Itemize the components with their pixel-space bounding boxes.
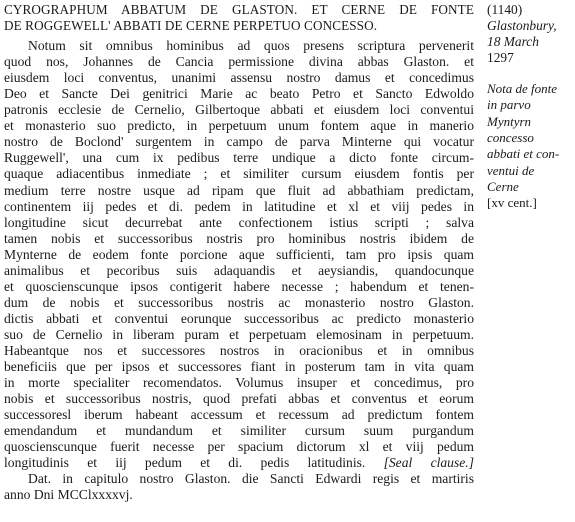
text-line: Mynterne de eodem fonte porcione aque sufficienti, tam pro ipsis quam [4,246,474,262]
document-heading [4,2,474,34]
charter-text [4,38,474,503]
margin-note-line: Nota de fonte [487,81,558,97]
text-line: quoscienscunque fuerit necesse per spacium dictorum xl et viij pedum [4,439,474,455]
text-line: nobis et successoribus nostris, quod prefati abbas et conventus et eorum [4,391,474,407]
main-column [4,2,474,503]
text-line: quaque adiacentibus inmediate ; et similiter cursum eiusdem fontis per [4,166,474,182]
text-line: patronis ecclesie de Cernelio, Gilbertoque abbati et eiusdem loci conventui [4,102,474,118]
text-line: eiusdem loci conventus, unanimi assensu nostro damus et concedimus [4,70,474,86]
text-line: successoresl iberum habeant accessum et recessum ad predictum fontem [4,407,474,423]
margin-date-line: (1140) [487,2,523,17]
text-line: Ruggewell', una cum ix pedibus terre undique a dicto fonte circum- [4,150,474,166]
margin-date-line: 1297 [487,50,514,66]
text-line: quod nos, Johannes de Cancia permissione divina abbas Glaston. et [4,54,474,70]
margin-note-line: concesso [487,130,534,146]
text-line: dictis abbati et conventui eorunque successoribus ac predicto monasterio [4,310,474,326]
text-line: Notum sit omnibus hominibus ad quos presens scriptura pervenerit [28,38,474,54]
margin-note-line: ventui de [487,162,535,178]
margin-column [487,2,573,212]
text-line: in morte specialiter recomendatos. Volumus insuper et concedimus, pro [4,375,474,391]
text-line: nostro de Boclond' surgentem in campo de parva Minterne qui vocatur [4,134,474,150]
margin-note-line: Myntyrn [487,113,532,129]
text-line: suo de Cernelio in liberam puram et perpetuam elemosinam in perpetuum. [4,326,474,342]
text-line: tamen nobis et successoribus nostris pro hominibus nostris ibidem de [4,230,474,246]
text-line: Deo et Sancte Dei genitrici Marie ac beato Petro et Sancto Edwoldo [4,86,474,102]
dating-line: anno Dni MCClxxxxvj. [4,487,133,503]
margin-date [487,2,573,66]
text-line: medium terre nostre usque ad ripam que fluit ad abbathiam predictam, [4,182,474,198]
margin-date-line: 18 March [487,34,539,50]
text-line: animalibus et pecoribus suis adaquandis et aeysiandis, quandocunque [4,262,474,278]
margin-note [487,81,573,211]
dating-line: Dat. in capitulo nostro Glaston. die Sancti Edwardi regis et martiris [28,471,474,487]
text-line: beneficiis que per ipsos et successores fiant in posterum tam in vita quam [4,359,474,375]
margin-note-line: Cerne [487,178,519,194]
text-line: et monasterio suo predicto, in perpetuum unum fontem aque in manerio [4,118,474,134]
text-line: Habeantque nos et successores nostros in oracionibus et in omnibus [4,342,474,358]
margin-date-line: Glastonbury, [487,18,557,34]
margin-note-line: abbati et con- [487,146,560,162]
text-line-content: longitudinis et iij pedum et di. pedis latitudinis. [4,455,366,471]
seal-clause: [Seal clause.] [383,455,474,471]
margin-note-line: [xv cent.] [487,195,537,211]
text-line: emendandum et mundandum et similiter cursum suum purgandum [4,423,474,439]
text-line: et quoscienscunque ipsos contigerit habere necesse ; habendum et tenen- [4,278,474,294]
heading-line: DE ROGGEWELL' ABBATI DE CERNE PERPETUO CONCESSO. [4,18,378,34]
text-line: continentem iij pedes et di. pedem in latitudine et xl et viij pedes in [4,198,474,214]
margin-note-line: in parvo [487,97,531,113]
text-line: dum de nobis et successoribus nostris ac monasterio nostro Glaston. [4,294,474,310]
text-line [4,455,474,471]
text-line: longitudine sicut decurrebat ante confectionem istius scripti ; salva [4,214,474,230]
heading-line: CYROGRAPHUM ABBATUM DE GLASTON. ET CERNE DE FONTE [4,2,474,17]
